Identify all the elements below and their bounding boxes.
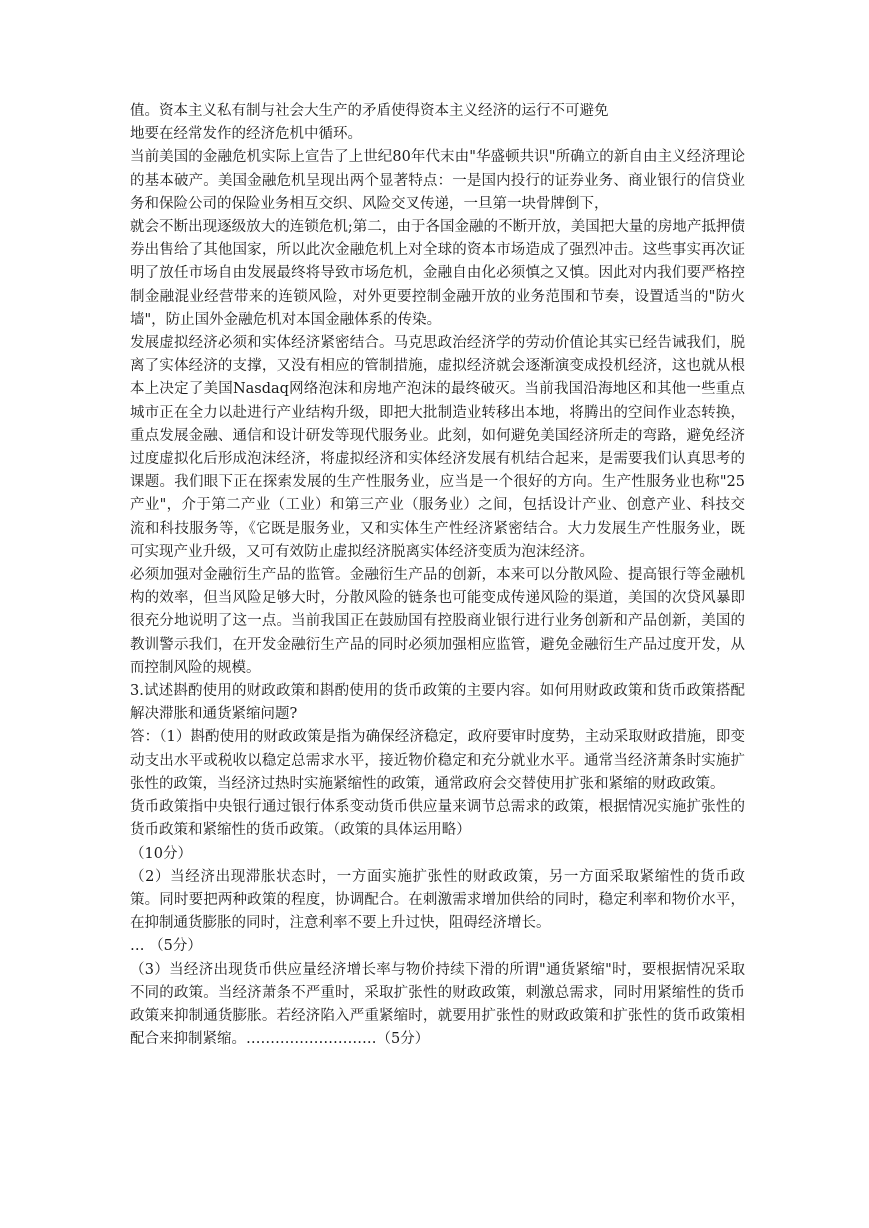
answer-part-1: 答：（1）斟酌使用的财政政策是指为确保经济稳定，政府要审时度势，主动采取财政措施，即变动支出水平或税收以稳定总需求水平，接近物价稳定和充分就业水平。通常当经济萧条时实施扩张性的政策，当经济过热时实施紧缩性的政策，通常政府会交替使用扩张和紧缩的财政政策。 [130,729,745,792]
answer-part-2: （2）当经济出现滞胀状态时，一方面实施扩张性的财政政策，另一方面采取紧缩性的货币政策。同时要把两种政策的程度，协调配合。在刺激需求增加供给的同时，稳定利率和物价水平，在抑制通货膨胀的同时，注意利率不要上升过快，阻碍经济增长。 [130,868,745,932]
paragraph-2: 地要在经常发作的经济危机中循环。 [130,126,362,143]
score-note-1: （10分） [130,845,192,862]
question-3: 3.试述斟酌使用的财政政策和斟酌使用的货币政策的主要内容。如何用财政政策和货币政策搭配解决滞胀和通货紧缩问题? [130,683,745,723]
paragraph-3: 当前美国的金融危机实际上宣告了上世纪80年代末由"华盛顿共识"所确立的新自由主义经济理论的基本破产。美国金融危机呈现出两个显著特点：一是国内投行的证券业务、商业银行的信贷业务和保险公司的保险业务相互交织、风险交叉传递，一旦第一块骨牌倒下， [130,149,745,212]
paragraph-1: 值。资本主义私有制与社会大生产的矛盾使得资本主义经济的运行不可避免 [130,103,609,119]
answer-monetary-policy: 货币政策指中央银行通过银行体系变动货币供应量来调节总需求的政策，根据情况实施扩张性的货币政策和紧缩性的货币政策。（政策的具体运用略） [130,799,745,839]
paragraph-5: 发展虚拟经济必须和实体经济紧密结合。马克思政治经济学的劳动价值论其实已经告诫我们，脱离了实体经济的支撑，又没有相应的管制措施，虚拟经济就会逐渐演变成投机经济，这也就从根本上决定了美国Nasdaq网络泡沫和房地产泡沫的最终破灭。当前我国沿海地区和其他一些重点城市正在全力以赴进行产业结构升级，即把大批制造业转移出本地，将腾出的空间作业态转换，重点发展金融、通信和设计研发等现代服务业。此刻，如何避免美国经济所走的弯路，避免经济过度虚拟化后形成泡沫经济，将虚拟经济和实体经济发展有机结合起来，是需要我们认真思考的课题。我们眼下正在探索发展的生产性服务业，应当是一个很好的方向。生产性服务业也称"25产业"，介于第二产业（工业）和第三产业（服务业）之间，包括设计产业、创意产业、科技交流和科技服务等，《它既是服务业，又和实体生产性经济紧密结合。大力发展生产性服务业，既可实现产业升级，又可有效防止虚拟经济脱离实体经济变质为泡沫经济。 [130,335,745,560]
answer-part-3: （3）当经济出现货币供应量经济增长率与物价持续下滑的所谓"通货紧缩"时，要根据情况采取不同的政策。当经济萧条不严重时，采取扩张性的财政政策，刺激总需求，同时用紧缩性的货币政策来抑制通货膨胀。若经济陷入严重紧缩时，就要用扩张性的财政政策和扩张性的货币政策相配合来抑制紧缩。………………………（5分） [130,961,745,1048]
document-body [130,100,745,1051]
score-note-2: … （5分） [130,938,202,955]
paragraph-6: 必须加强对金融衍生产品的监管。金融衍生产品的创新，本来可以分散风险、提高银行等金融机构的效率，但当风险足够大时，分散风险的链条也可能变成传递风险的渠道，美国的次贷风暴即很充分地说明了这一点。当前我国正在鼓励国有控股商业银行进行业务创新和产品创新，美国的教训警示我们，在开发金融衍生产品的同时必须加强相应监管，避免金融衍生产品过度开发，从而控制风险的规模。 [130,567,745,676]
paragraph-4: 就会不断出现逐级放大的连锁危机;第二，由于各国金融的不断开放，美国把大量的房地产抵押债券出售给了其他国家，所以此次金融危机上对全球的资本市场造成了强烈冲击。这些事实再次证明了放任市场自由发展最终将导致市场危机，金融自由化必须慎之又慎。因此对内我们要严格控制金融混业经营带来的连锁风险，对外更要控制金融开放的业务范围和节奏，设置适当的"防火墙"，防止国外金融危机对本国金融体系的传染。 [130,219,745,328]
